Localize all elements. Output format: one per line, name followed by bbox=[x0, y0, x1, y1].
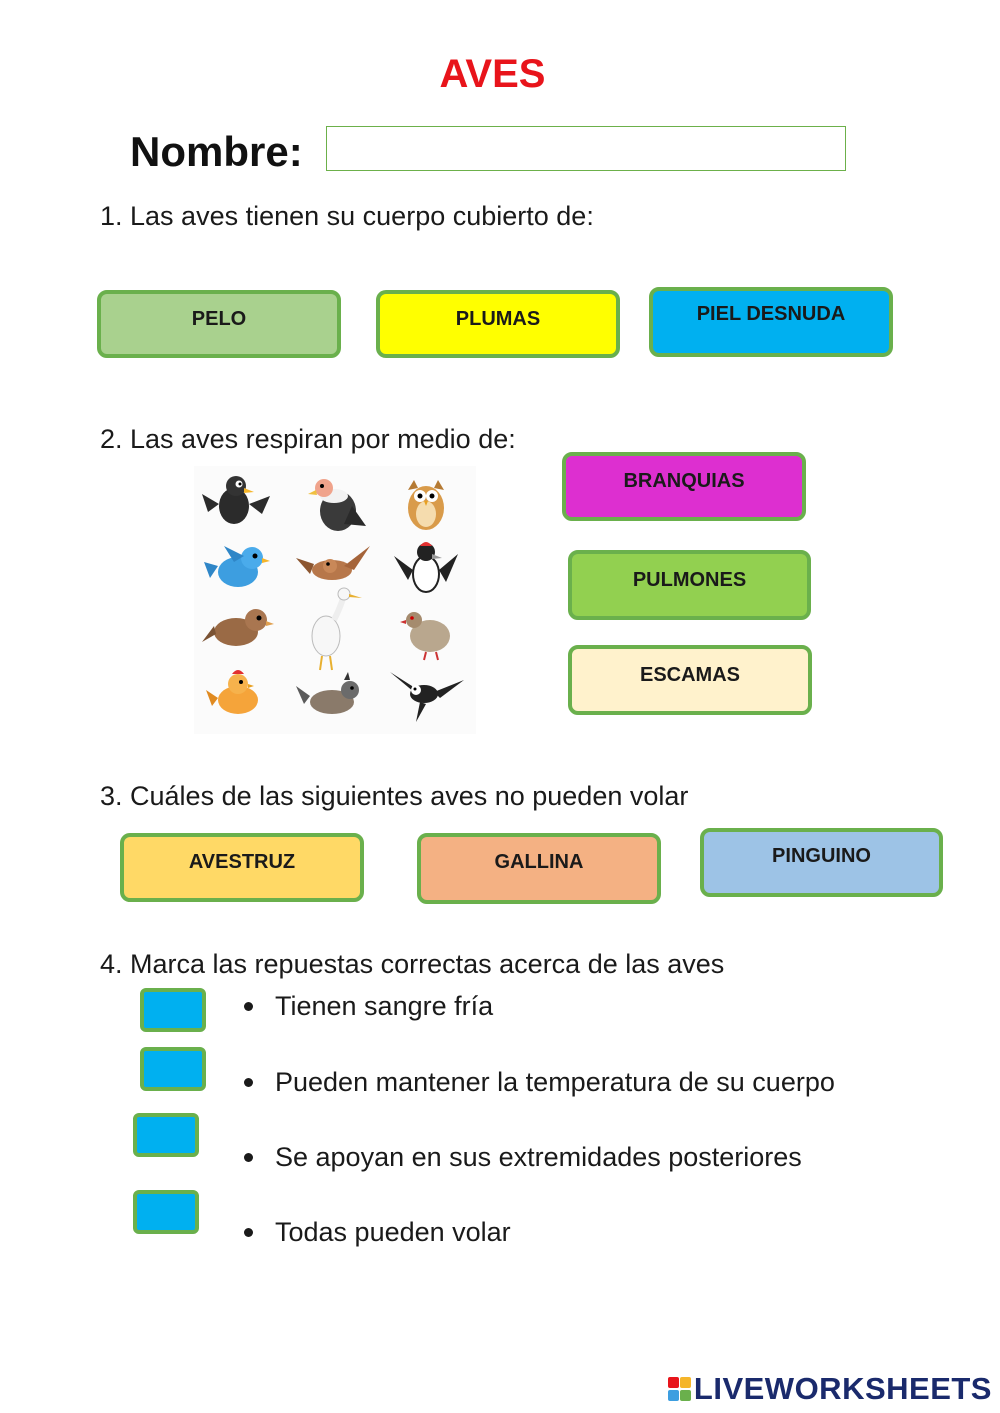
vulture-icon bbox=[308, 479, 366, 531]
owl-icon bbox=[408, 480, 444, 530]
q4-item-1: Tienen sangre fría bbox=[244, 991, 493, 1022]
q3-option-avestruz[interactable]: AVESTRUZ bbox=[120, 833, 364, 902]
q2-option-escamas[interactable]: ESCAMAS bbox=[568, 645, 812, 715]
q1-option-plumas[interactable]: PLUMAS bbox=[376, 290, 620, 358]
q4-checkbox-3[interactable] bbox=[133, 1113, 199, 1157]
quail-icon bbox=[296, 672, 359, 714]
question-3-text: 3. Cuáles de las siguientes aves no pueden volar bbox=[100, 781, 689, 811]
bluebird-icon bbox=[204, 546, 270, 587]
q1-option-piel-desnuda[interactable]: PIEL DESNUDA bbox=[649, 287, 893, 357]
q4-item-2: Pueden mantener la temperatura de su cuerpo bbox=[244, 1067, 835, 1098]
chicken-icon bbox=[206, 670, 258, 714]
bullet-icon bbox=[244, 1153, 253, 1162]
birds-illustration bbox=[194, 466, 476, 734]
q4-checkbox-1[interactable] bbox=[140, 988, 206, 1032]
question-1-text: 1. Las aves tienen su cuerpo cubierto de: bbox=[100, 201, 594, 231]
partridge-icon bbox=[400, 612, 450, 660]
name-input[interactable] bbox=[326, 126, 846, 171]
q3-option-gallina[interactable]: GALLINA bbox=[417, 833, 661, 904]
brown-bird-icon bbox=[202, 609, 274, 646]
q4-item-3: Se apoyan en sus extremidades posteriores bbox=[244, 1142, 802, 1173]
heron-icon bbox=[312, 588, 362, 670]
brand-name: LIVEWORKSHEETS bbox=[693, 1371, 992, 1406]
swallow-icon bbox=[390, 672, 464, 722]
q3-option-pinguino[interactable]: PINGUINO bbox=[700, 828, 943, 897]
q4-item-4: Todas pueden volar bbox=[244, 1217, 511, 1248]
q4-checkbox-4[interactable] bbox=[133, 1190, 199, 1234]
name-label: Nombre: bbox=[130, 128, 303, 175]
crow-icon bbox=[202, 476, 270, 524]
bullet-icon bbox=[244, 1228, 253, 1237]
q2-option-pulmones[interactable]: PULMONES bbox=[568, 550, 811, 620]
q2-option-branquias[interactable]: BRANQUIAS bbox=[562, 452, 806, 521]
liveworksheets-logo bbox=[668, 1371, 992, 1407]
q1-option-pelo[interactable]: PELO bbox=[97, 290, 341, 358]
bullet-icon bbox=[244, 1078, 253, 1087]
sparrow-flying-icon bbox=[296, 546, 370, 580]
bullet-icon bbox=[244, 1002, 253, 1011]
question-2-text: 2. Las aves respiran por medio de: bbox=[100, 424, 516, 454]
woodpecker-icon bbox=[394, 542, 458, 592]
q4-checkbox-2[interactable] bbox=[140, 1047, 206, 1091]
question-4-text: 4. Marca las repuestas correctas acerca de las aves bbox=[100, 949, 725, 979]
liveworksheets-mark-icon bbox=[668, 1377, 692, 1401]
page-title: AVES bbox=[439, 52, 546, 96]
